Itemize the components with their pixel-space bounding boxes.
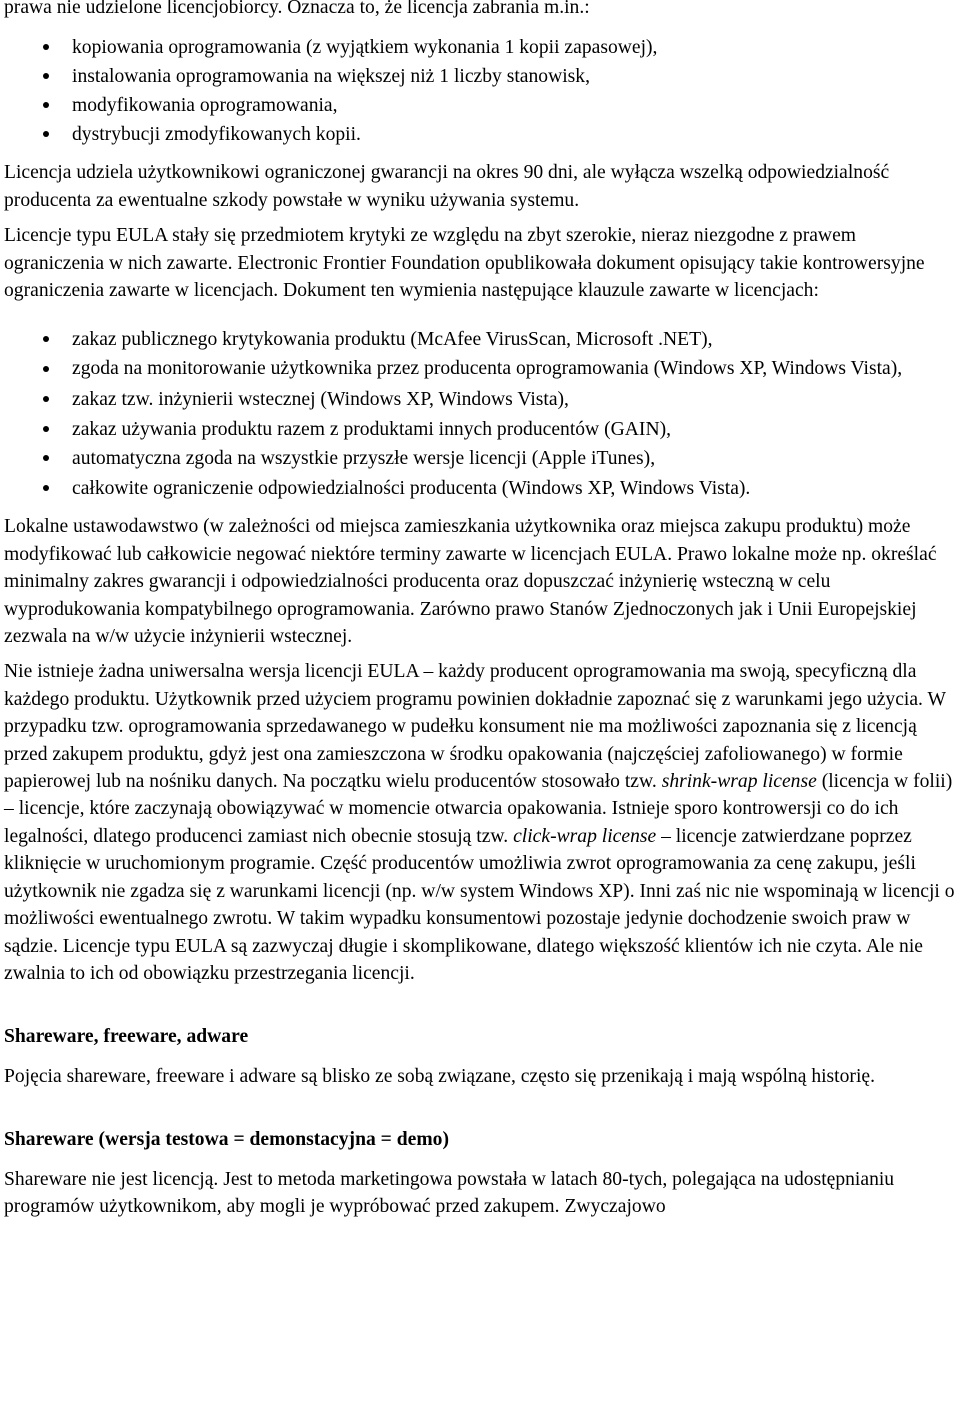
list-item: modyfikowania oprogramowania, (72, 91, 958, 120)
shareware-freeware-adware-paragraph: Pojęcia shareware, freeware i adware są blisko ze sobą związane, często się przenikają i mają wspólną historię. (4, 1065, 875, 1087)
clauses-list (4, 325, 958, 503)
list-item: całkowite ograniczenie odpowiedzialności producenta (Windows XP, Windows Vista). (72, 474, 958, 504)
click-wrap-term: click-wrap license (513, 825, 657, 847)
list-item: automatyczna zgoda na wszystkie przyszłe wersje licencji (Apple iTunes), (72, 444, 958, 474)
local-law-paragraph: Lokalne ustawodawstwo (w zależności od miejsca zamieszkania użytkownika oraz miejsca zakupu produktu) może modyfikować lub całkowicie negować niektóre terminy zawarte w licencjach EULA. Prawo lokalne może np. określać minimalny zakres gwarancji i odpowiedzialności producenta oraz dopuszczać inżynierię wsteczną w celu wyprodukowania kompatybilnego oprogramowania. Zarówno prawo Stanów Zjednoczonych jak i Unii Europejskiej zezwala na w/w użycie inżynierii wstecznej. (4, 516, 937, 648)
list-item: kopiowania oprogramowania (z wyjątkiem wykonania 1 kopii zapasowej), (72, 33, 958, 62)
warranty-paragraph: Licencja udziela użytkownikowi ograniczonej gwarancji na okres 90 dni, ale wyłącza wszelką odpowiedzialność producenta za ewentualne szkody powstałe w wyniku używania systemu. (4, 162, 890, 211)
section-heading-shareware: Shareware (wersja testowa = demonstacyjna = demo) (4, 1129, 449, 1151)
shareware-paragraph: Shareware nie jest licencją. Jest to metoda marketingowa powstała w latach 80-tych, polegająca na udostępnianiu programów użytkownikom, aby mogli je wypróbować przed zakupem. Zwyczajowo (4, 1168, 895, 1217)
list-item: instalowania oprogramowania na większej niż 1 liczby stanowisk, (72, 62, 958, 91)
shrink-wrap-term: shrink-wrap license (661, 771, 817, 793)
restrictions-list (4, 33, 958, 149)
document-page (4, 0, 958, 1220)
list-item: zgoda na monitorowanie użytkownika przez producenta oprogramowania (Windows XP, Windows Vista), (72, 355, 958, 383)
list-item: zakaz używania produktu razem z produktami innych producentów (GAIN), (72, 415, 958, 445)
list-item: zakaz publicznego krytykowania produktu (McAfee VirusScan, Microsoft .NET), (72, 325, 958, 355)
universal-eula-paragraph (4, 658, 958, 987)
text-segment: (licencja w folii) – licencje, które zaczynają obowiązywać w momencie otwarcia opakowania. Istnieje sporo kontrowersji co do ich legalności, dlatego producenci zamiast nich obecnie stosują tzw. (4, 771, 953, 847)
section-heading-shareware-freeware-adware: Shareware, freeware, adware (4, 1026, 249, 1048)
text-segment: Nie istnieje żadna uniwersalna wersja licencji EULA – każdy producent oprogramowania ma swoją, specyficzną dla każdego produktu. Użytkownik przed użyciem programu powinien dokładnie zapoznać się z warunkami jego użycia. W przypadku tzw. oprogramowania sprzedawanego w pudełku konsument nie ma możliwości zapoznania się z licencją przed zakupem produktu, gdyż jest ona zamieszczona w środku opakowania (najczęściej zafoliowanego) w formie papierowej lub na nośniku danych. Na początku wielu producentów stosowało tzw. (4, 661, 946, 793)
list-item: zakaz tzw. inżynierii wstecznej (Windows XP, Windows Vista), (72, 385, 958, 415)
list-item: dystrybucji zmodyfikowanych kopii. (72, 120, 958, 149)
text-segment: – licencje zatwierdzane poprzez kliknięcie w uruchomionym programie. Część producentów umożliwia zwrot oprogramowania za cenę zakupu, jeśli użytkownik nie zgadza się z warunkami licencji (np. w/w system Windows XP). Inni zaś nic nie wspominają w licencji o możliwości ewentualnego zwrotu. W takim wypadku konsumentowi pozostaje jedynie dochodzenie swoich praw w sądzie. Licencje typu EULA są zazwyczaj długie i skomplikowane, dlatego większość klientów ich nie czyta. Ale nie zwalnia to ich od obowiązku przestrzegania licencji. (4, 825, 955, 984)
intro-fragment: prawa nie udzielone licencjobiorcy. Oznacza to, że licencja zabrania m.in.: (4, 0, 590, 18)
criticism-paragraph: Licencje typu EULA stały się przedmiotem krytyki ze względu na zbyt szerokie, nieraz niezgodne z prawem ograniczenia w nich zawarte. Electronic Frontier Foundation opublikowała dokument opisujący takie kontrowersyjne ograniczenia zawarte w licencjach. Dokument ten wymienia następujące klauzule zawarte w licencjach: (4, 225, 925, 302)
